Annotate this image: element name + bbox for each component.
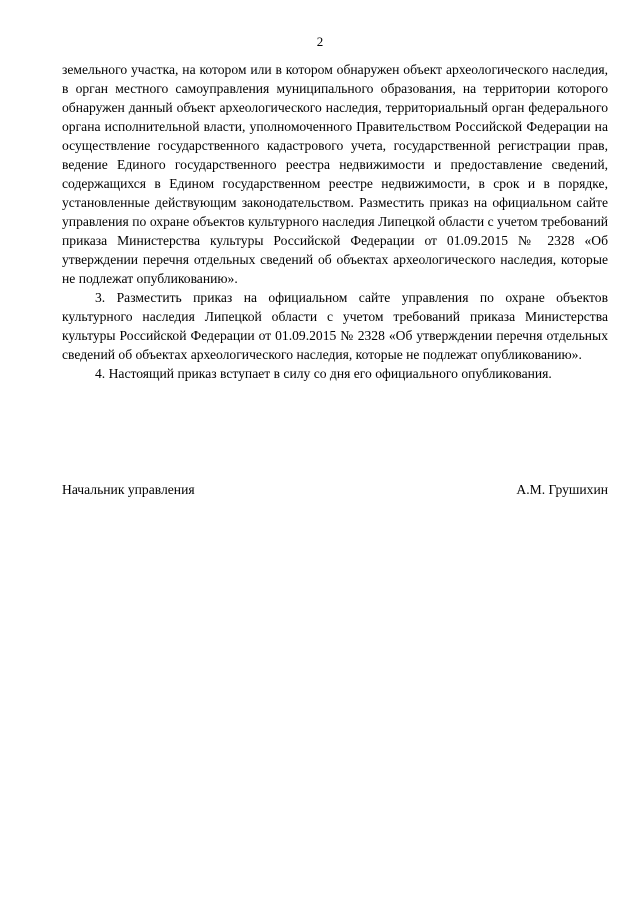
paragraph-continuation: земельного участка, на котором или в котором обнаружен объект археологического наследия, в орган местного самоуправления муниципального образования, на территории которого обнаружен данный объект археологического наследия, территориальный орган федерального органа исполнительной власти, уполномоченного Правительством Российской Федерации на осуществление государственного кадастрового учета, государственной регистрации прав, ведение Единого государственного реестра недвижимости и предоставление сведений, содержащихся в Едином государственном реестре недвижимости, в срок и в порядке, установленные действующим законодательством. Разместить приказ на официальном сайте управления по охране объектов культурного наследия Липецкой области с учетом требований приказа Министерства культуры Российской Федерации от 01.09.2015 № 2328 «Об утверждении перечня отдельных сведений об объектах археологического наследия, которые не подлежат опубликованию». [62,62,608,286]
signatory-title: Начальник управления [62,482,195,497]
document-body [62,60,608,383]
page-number: 2 [316,34,324,49]
signature-block [62,480,608,499]
signatory-name: А.М. Грушихин [516,482,608,497]
paragraph-item-3: 3. Разместить приказ на официальном сайте управления по охране объектов культурного наследия Липецкой области с учетом требований приказа Министерства культуры Российской Федерации от 01.09.2015 № 2328 «Об утверждении перечня отдельных сведений об объектах археологического наследия, которые не подлежат опубликованию». [62,290,608,362]
paragraph-item-4: 4. Настоящий приказ вступает в силу со дня его официального опубликования. [95,366,552,381]
